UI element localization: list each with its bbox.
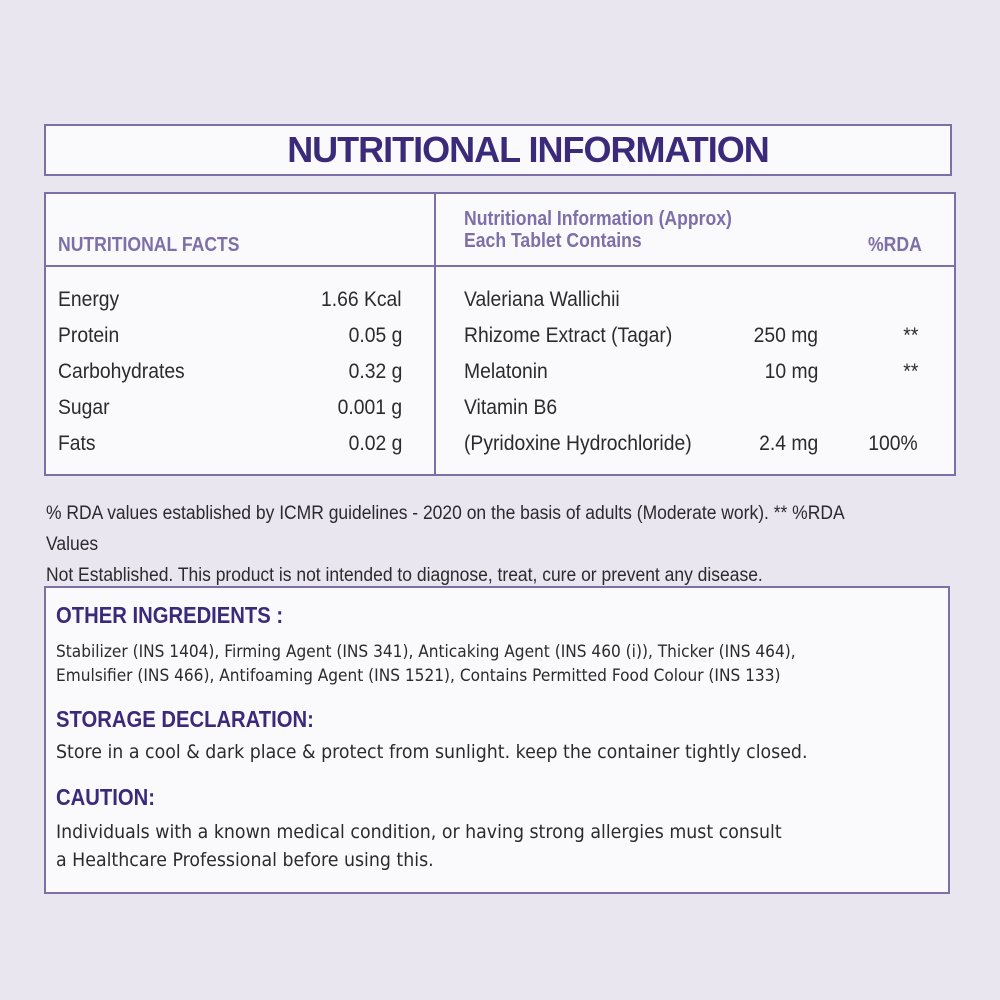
fact-name: Protein <box>58 324 120 347</box>
content-name: (Pyridoxine Hydrochloride) <box>464 432 692 455</box>
page-title: NUTRITIONAL INFORMATION <box>287 129 769 170</box>
fact-value: 0.32 g <box>348 360 402 383</box>
column-divider <box>434 194 436 474</box>
contents-header-line1: Nutritional Information (Approx) <box>464 208 732 230</box>
ingredients-panel <box>44 586 950 894</box>
caution-text <box>56 818 782 874</box>
content-rda: 100% <box>868 432 918 455</box>
caution-line2: a Healthcare Professional before using this. <box>56 849 434 871</box>
caution-title: CAUTION: <box>56 784 155 810</box>
rda-note-line2: Not Established. This product is not intended to diagnose, treat, cure or prevent any disease. <box>46 565 763 586</box>
content-name: Vitamin B6 <box>464 396 558 419</box>
other-ingredients-line1: Stabilizer (INS 1404), Firming Agent (INS 341), Anticaking Agent (INS 460 (i)), Thicker (INS 464), <box>56 642 796 662</box>
storage-text <box>56 740 807 764</box>
fact-value: 1.66 Kcal <box>321 288 402 311</box>
contents-header <box>464 208 732 252</box>
content-name: Melatonin <box>464 360 548 383</box>
other-ingredients-text <box>56 640 796 688</box>
caution-line1: Individuals with a known medical condition, or having strong allergies must consult <box>56 821 782 843</box>
storage-title: STORAGE DECLARATION: <box>56 706 314 732</box>
title-banner <box>44 124 952 176</box>
content-amount: 250 mg <box>753 324 818 347</box>
header-divider <box>46 265 954 267</box>
fact-name: Carbohydrates <box>58 360 185 383</box>
rda-note <box>46 498 892 591</box>
storage-line: Store in a cool & dark place & protect from sunlight. keep the container tightly closed. <box>56 741 808 763</box>
content-amount: 2.4 mg <box>758 432 818 455</box>
nutritional-facts-header: NUTRITIONAL FACTS <box>58 234 240 256</box>
fact-value: 0.001 g <box>337 396 402 419</box>
fact-name: Fats <box>58 432 96 455</box>
rda-note-line1: % RDA values established by ICMR guidelines - 2020 on the basis of adults (Moderate work). ** %RDA Values <box>46 503 844 555</box>
content-name: Rhizome Extract (Tagar) <box>464 324 673 347</box>
fact-value: 0.05 g <box>348 324 402 347</box>
other-ingredients-title: OTHER INGREDIENTS : <box>56 602 284 628</box>
contents-header-line2: Each Tablet Contains <box>464 230 642 252</box>
content-name: Valeriana Wallichii <box>464 288 620 311</box>
content-rda: ** <box>902 324 918 347</box>
content-amount: 10 mg <box>764 360 818 383</box>
fact-name: Energy <box>58 288 120 311</box>
other-ingredients-line2: Emulsifier (INS 466), Antifoaming Agent (INS 1521), Contains Permitted Food Colour (INS 133) <box>56 666 781 686</box>
fact-name: Sugar <box>58 396 110 419</box>
rda-header: %RDA <box>868 234 922 256</box>
content-rda: ** <box>902 360 918 383</box>
nutrition-table <box>44 192 956 476</box>
fact-value: 0.02 g <box>348 432 402 455</box>
